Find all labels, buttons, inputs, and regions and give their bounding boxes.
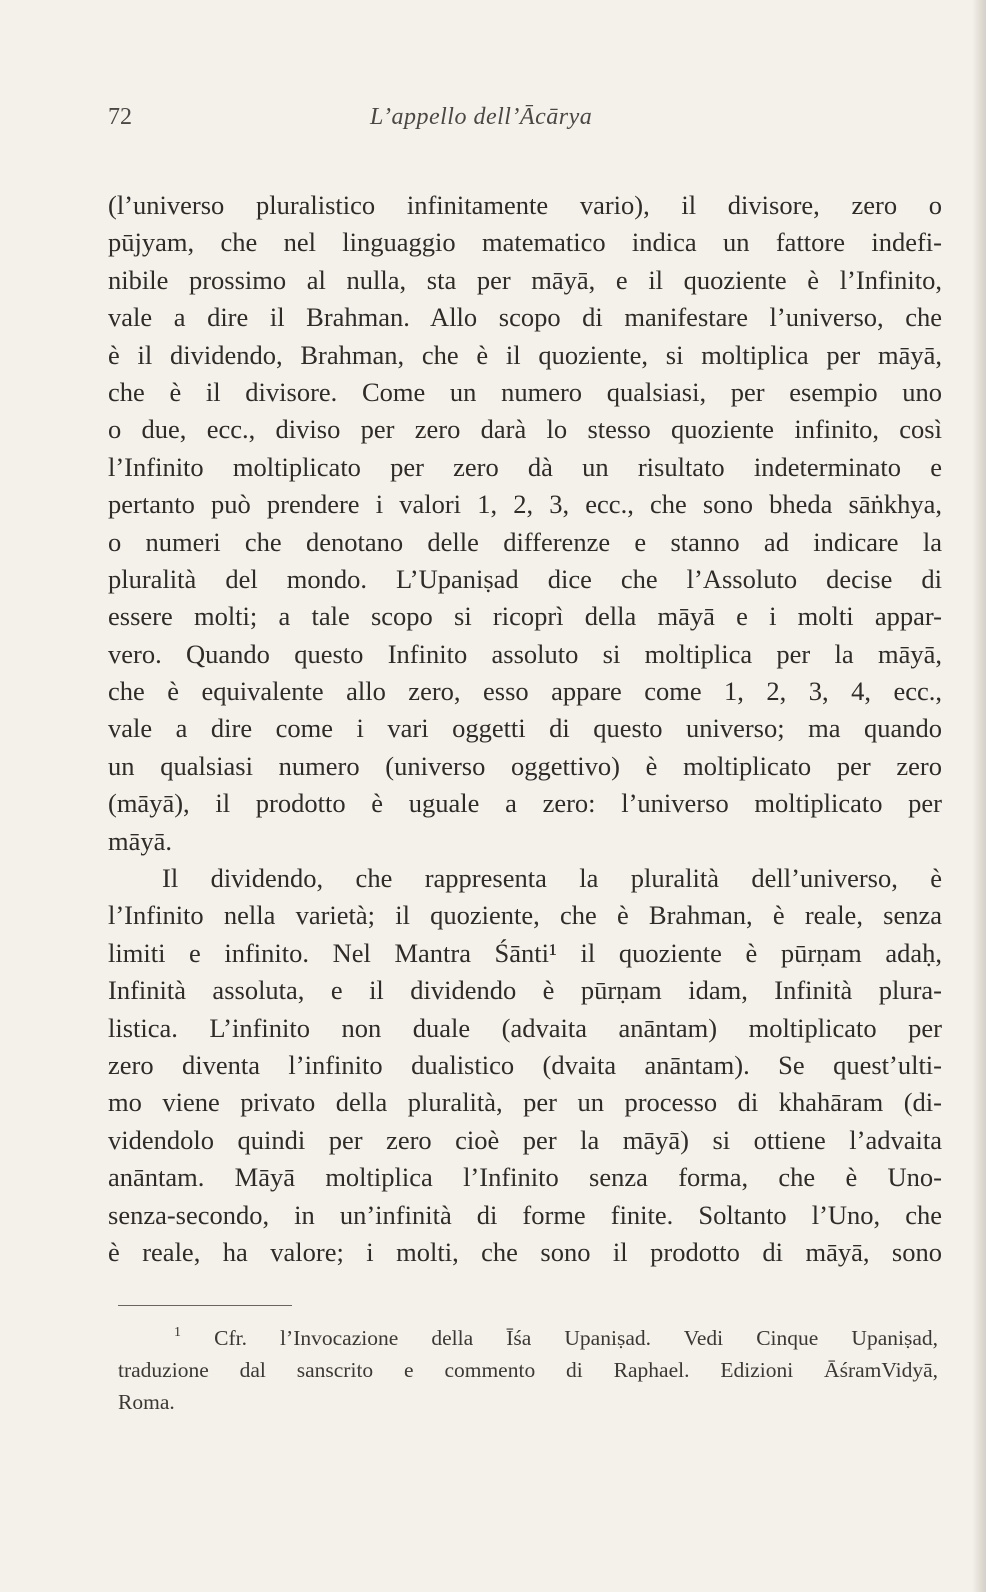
text-line: listica. L’infinito non duale (advaita anāntam) moltiplicato per: [108, 1012, 942, 1043]
text-line: zero diventa l’infinito dualistico (dvaita anāntam). Se quest’ulti-: [108, 1049, 942, 1080]
text-line: vero. Quando questo Infinito assoluto si moltiplica per la māyā,: [108, 638, 942, 669]
text-line: videndolo quindi per zero cioè per la māyā) si ottiene l’advaita: [108, 1124, 942, 1155]
text-line: māyā.: [108, 825, 173, 856]
text-line: pertanto può prendere i valori 1, 2, 3, ecc., che sono bheda sāṅkhya,: [108, 489, 942, 520]
text-line: un qualsiasi numero (universo oggettivo) è moltiplicato per zero: [108, 750, 942, 781]
text-line: pūjyam, che nel linguaggio matematico indica un fattore indefi-: [108, 227, 942, 258]
text-line: è il dividendo, Brahman, che è il quoziente, si moltiplica per māyā,: [108, 339, 942, 370]
text-line: Il dividendo, che rappresenta la pluralità dell’universo, è: [162, 863, 942, 894]
text-line: che è equivalente allo zero, esso appare come 1, 2, 3, 4, ecc.,: [108, 676, 942, 707]
footnote-line: [118, 1322, 938, 1354]
footnote-marker: 1: [174, 1325, 181, 1340]
text-line: l’Infinito nella varietà; il quoziente, che è Brahman, è reale, senza: [108, 900, 942, 931]
page-edge-shadow: [972, 0, 986, 1592]
text-line: vale a dire come i vari oggetti di questo universo; ma quando: [108, 713, 942, 744]
text-line: che è il divisore. Come un numero qualsiasi, per esempio uno: [108, 376, 942, 407]
text-line: mo viene privato della pluralità, per un processo di khahāram (di-: [108, 1087, 942, 1118]
footnote-line: Roma.: [118, 1390, 175, 1414]
text-line: vale a dire il Brahman. Allo scopo di manifestare l’universo, che: [108, 302, 942, 333]
text-line: o due, ecc., diviso per zero darà lo stesso quoziente infinito, così: [108, 414, 942, 445]
page-number: 72: [108, 104, 132, 130]
running-title: L’appello dell’Ācārya: [370, 104, 593, 130]
footnote-line: traduzione dal sanscrito e commento di Raphael. Edizioni ĀśramVidyā,: [118, 1358, 938, 1382]
text-line: senza-secondo, in un’infinità di forme finite. Soltanto l’Uno, che: [108, 1199, 942, 1230]
text-line: è reale, ha valore; i molti, che sono il prodotto di māyā, sono: [108, 1236, 942, 1267]
footnote-text: Cfr. l’Invocazione della Īśa Upaniṣad. Vedi Cinque Upaniṣad,: [214, 1326, 939, 1350]
running-head: [108, 104, 938, 144]
text-line: l’Infinito moltiplicato per zero dà un risultato indeterminato e: [108, 451, 942, 482]
text-line: Infinità assoluta, e il dividendo è pūrṇam idam, Infinità plura-: [108, 975, 942, 1006]
body-text: [108, 187, 942, 1271]
text-line: anāntam. Māyā moltiplica l’Infinito senza forma, che è Uno-: [108, 1162, 942, 1193]
footnote-rule: [118, 1305, 292, 1306]
text-line: limiti e infinito. Nel Mantra Śānti¹ il quoziente è pūrṇam adaḥ,: [108, 937, 942, 968]
text-line: pluralità del mondo. L’Upaniṣad dice che l’Assoluto decise di: [108, 563, 942, 594]
text-line: (l’universo pluralistico infinitamente vario), il divisore, zero o: [108, 190, 942, 220]
text-line: nibile prossimo al nulla, sta per māyā, e il quoziente è l’Infinito,: [108, 264, 942, 295]
text-line: essere molti; a tale scopo si ricoprì della māyā e i molti appar-: [108, 601, 942, 632]
footnote: [118, 1322, 938, 1418]
text-line: o numeri che denotano delle differenze e stanno ad indicare la: [108, 526, 942, 557]
text-line: (māyā), il prodotto è uguale a zero: l’universo moltiplicato per: [108, 788, 942, 819]
